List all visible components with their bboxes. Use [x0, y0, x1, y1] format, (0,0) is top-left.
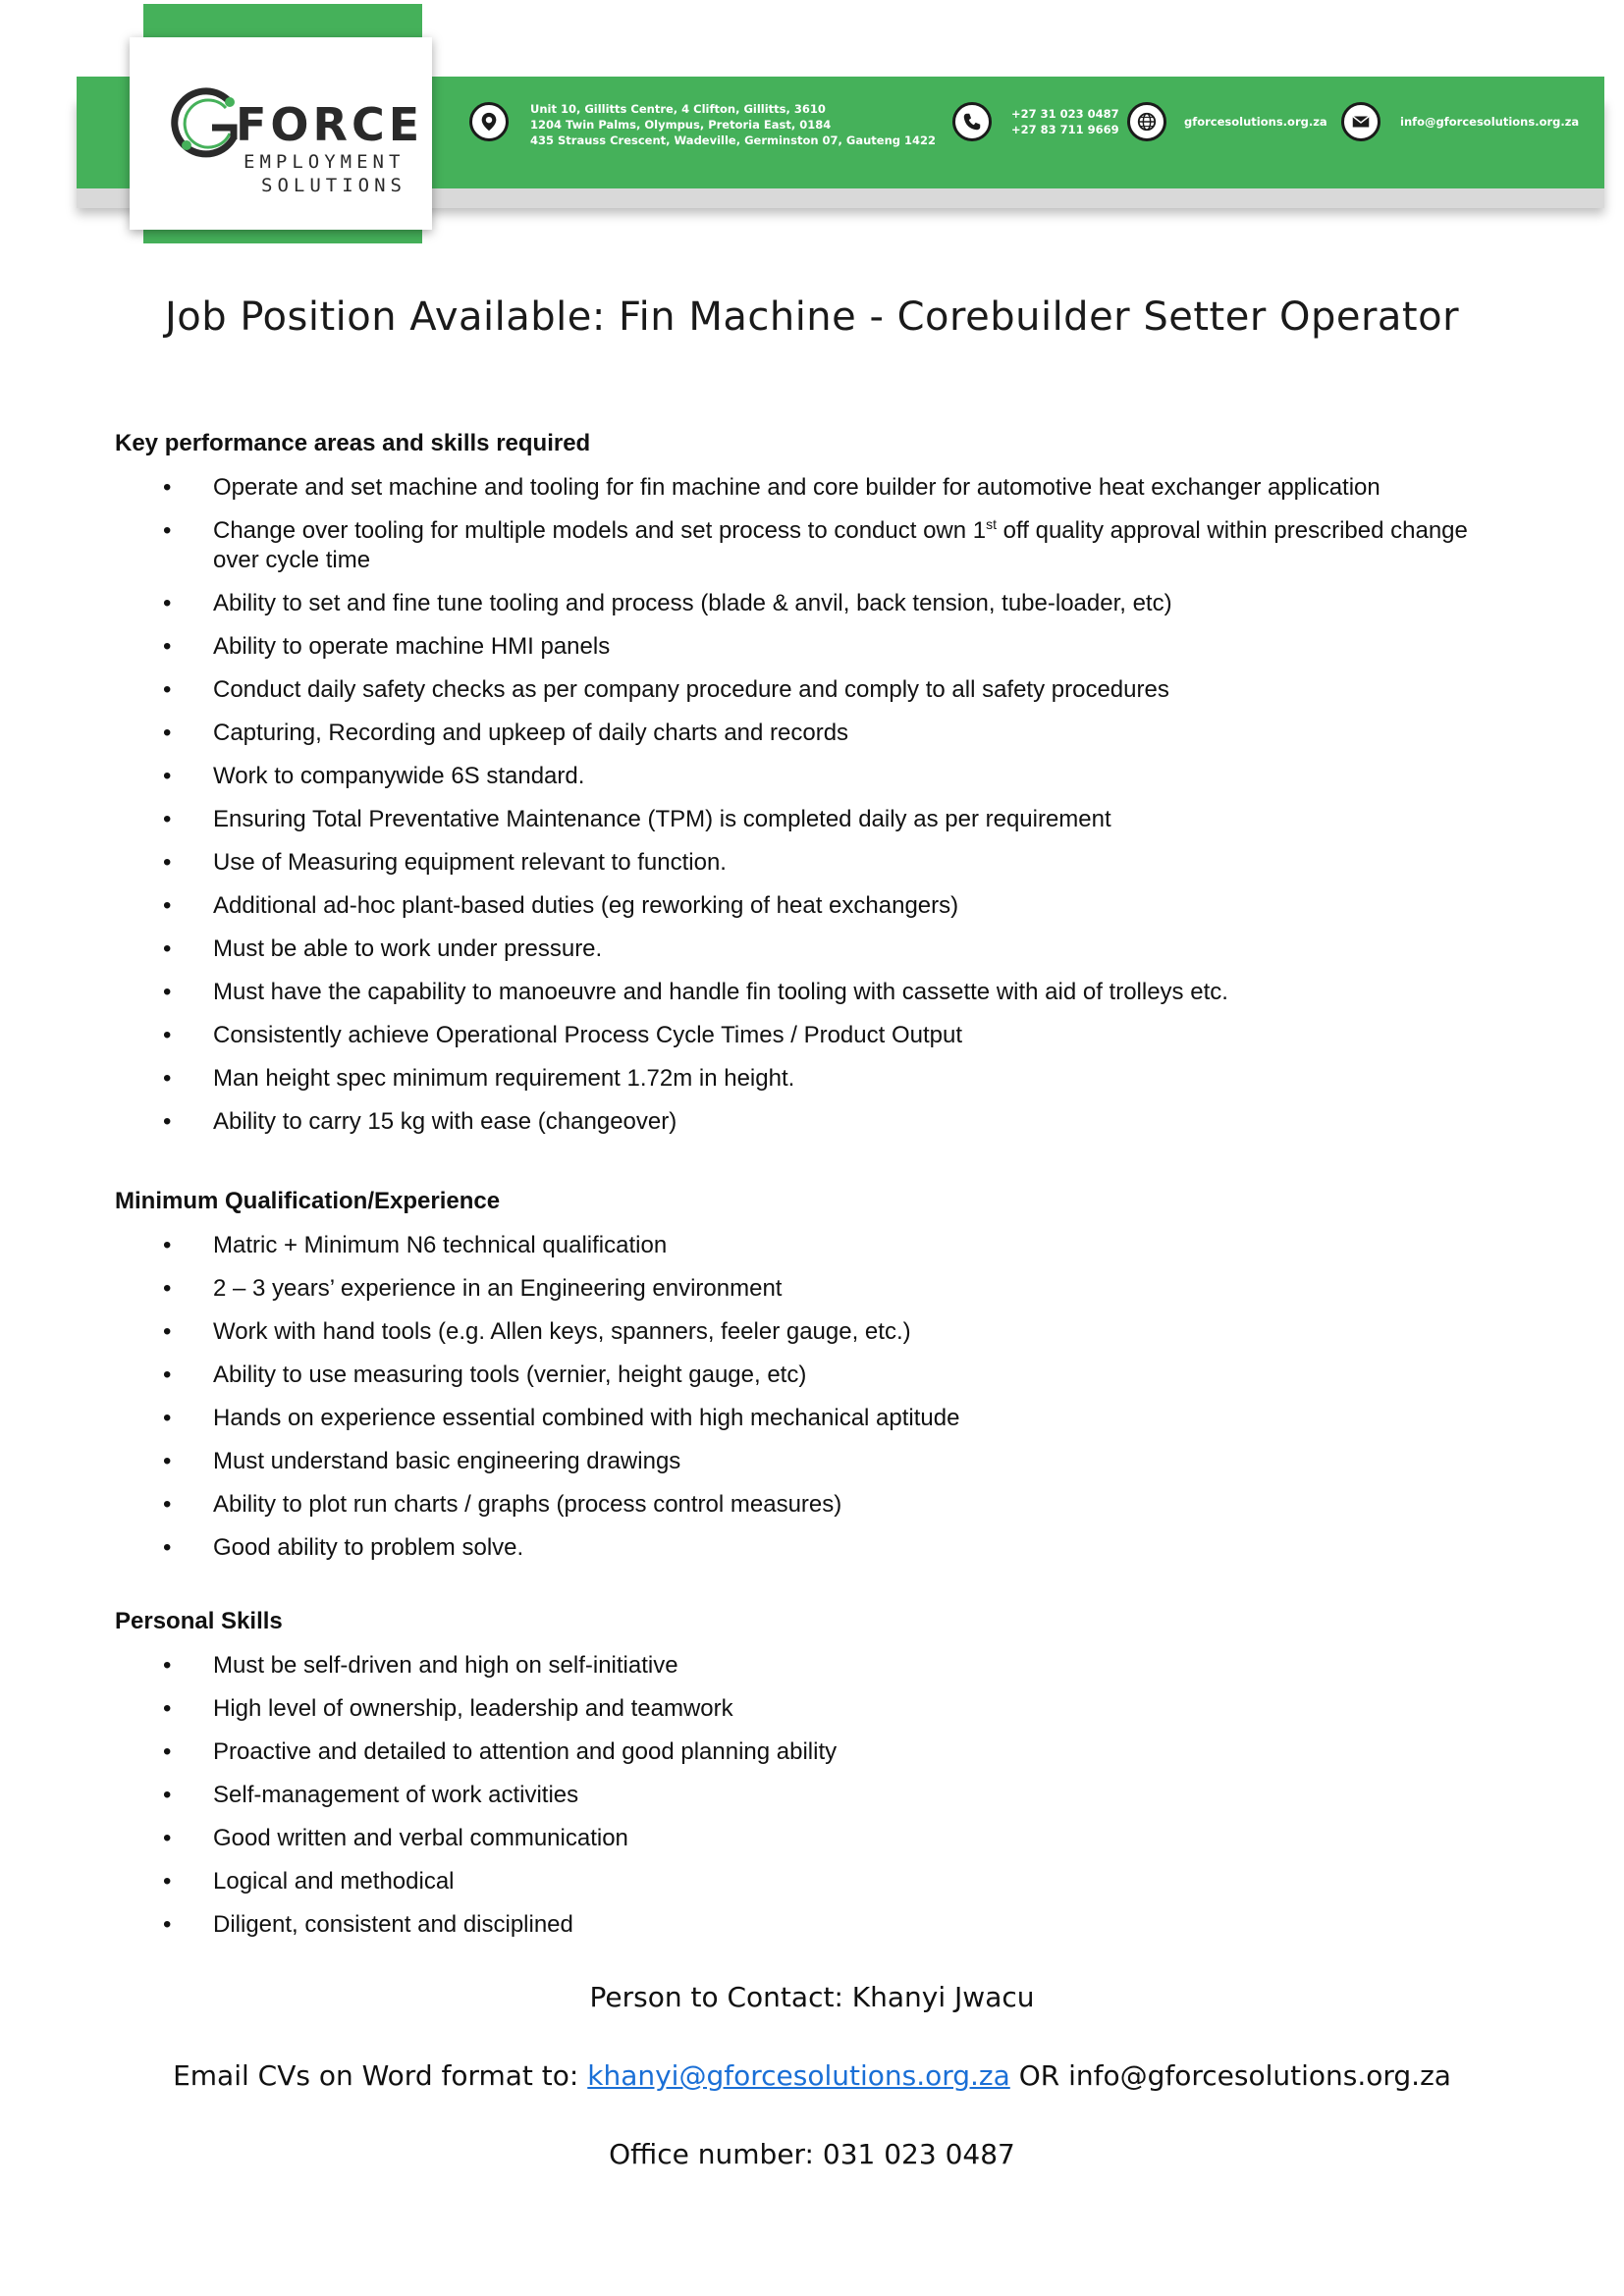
list-item: [0, 473, 1470, 503]
email-prefix: Email CVs on Word format to:: [173, 2059, 588, 2092]
bullet: •: [163, 979, 172, 1005]
list-item: [0, 1694, 1470, 1724]
list-item-text: Work with hand tools (e.g. Allen keys, spanners, feeler gauge, etc.): [213, 1318, 911, 1345]
kpa-list: [0, 473, 1470, 1150]
bullet: •: [163, 1362, 172, 1388]
list-item-text: Must have the capability to manoeuvre and handle fin tooling with cassette with aid of trolleys etc.: [213, 979, 1228, 1005]
list-item-text: Matric + Minimum N6 technical qualification: [213, 1232, 668, 1258]
list-item-text: Ensuring Total Preventative Maintenance (TPM) is completed daily as per requirement: [213, 806, 1111, 832]
list-item: [0, 1867, 1470, 1896]
envelope-icon: [1341, 102, 1380, 141]
list-item-text: Proactive and detailed to attention and good planning ability: [213, 1738, 838, 1765]
list-item: [0, 1361, 1470, 1390]
list-item-text: High level of ownership, leadership and teamwork: [213, 1695, 733, 1722]
logo-brand: FORCE: [236, 98, 424, 151]
list-item: [0, 978, 1470, 1007]
bullet: •: [163, 1108, 172, 1135]
list-item: [0, 805, 1470, 834]
list-item-text: Good written and verbal communication: [213, 1825, 628, 1851]
bullet: •: [163, 1695, 172, 1722]
list-item-text: Must understand basic engineering drawings: [213, 1448, 681, 1474]
contact-person: Person to Contact: Khanyi Jwacu: [589, 1981, 1035, 2013]
website-text: gforcesolutions.org.za: [1184, 115, 1327, 129]
list-item: [0, 934, 1470, 964]
bullet: •: [163, 1275, 172, 1302]
bullet: •: [163, 1232, 172, 1258]
bullet: •: [163, 1911, 172, 1938]
list-item: [0, 1317, 1470, 1347]
bullet: •: [163, 935, 172, 962]
list-item: [0, 589, 1470, 618]
list-item: [0, 1231, 1470, 1260]
bullet: •: [163, 1534, 172, 1561]
bullet: •: [163, 676, 172, 703]
list-item: [0, 1533, 1470, 1563]
list-item-text: Consistently achieve Operational Process Cycle Times / Product Output: [213, 1022, 963, 1048]
list-item-text: Man height spec minimum requirement 1.72m in height.: [213, 1065, 795, 1092]
address-line: Unit 10, Gillitts Centre, 4 Clifton, Gillitts, 3610: [530, 102, 826, 116]
bullet: •: [163, 1065, 172, 1092]
list-item-text: Work to companywide 6S standard.: [213, 763, 585, 789]
list-item: [0, 1824, 1470, 1853]
list-item-text: Operate and set machine and tooling for fin machine and core builder for automotive heat exchanger application: [213, 474, 1380, 501]
list-item-text: Capturing, Recording and upkeep of daily charts and records: [213, 720, 849, 746]
section-heading-qualification: Minimum Qualification/Experience: [115, 1188, 501, 1214]
page-title: Job Position Available: Fin Machine - Corebuilder Setter Operator: [164, 294, 1460, 340]
list-item-text: 2 – 3 years’ experience in an Engineering environment: [213, 1275, 783, 1302]
bullet: •: [163, 806, 172, 832]
phone-block: [1011, 106, 1119, 137]
list-item-text: Ability to carry 15 kg with ease (changeover): [213, 1108, 677, 1135]
bullet: •: [163, 1022, 172, 1048]
list-item-text: Must be able to work under pressure.: [213, 935, 603, 962]
list-item-text: Must be self-driven and high on self-initiative: [213, 1652, 678, 1679]
list-item: [0, 1274, 1470, 1304]
bullet: •: [163, 1868, 172, 1895]
logo-line-employment: EMPLOYMENT: [244, 151, 406, 173]
list-item-text: Use of Measuring equipment relevant to function.: [213, 849, 727, 876]
email-text: info@gforcesolutions.org.za: [1400, 115, 1580, 129]
logo: [130, 37, 432, 230]
qualification-list: [0, 1231, 1470, 1576]
list-item-text: Conduct daily safety checks as per company procedure and comply to all safety procedures: [213, 676, 1169, 703]
bullet: •: [163, 474, 172, 501]
list-item: [0, 516, 1470, 575]
list-item: [0, 1447, 1470, 1476]
list-item: [0, 1781, 1470, 1810]
address-block: [530, 101, 936, 148]
phone-number: +27 83 711 9669: [1011, 123, 1119, 136]
list-item-text: Ability to set and fine tune tooling and process (blade & anvil, back tension, tube-loader, etc): [213, 590, 1172, 616]
office-number: Office number: 031 023 0487: [609, 2138, 1015, 2170]
bullet: •: [163, 1652, 172, 1679]
bullet: •: [163, 1491, 172, 1518]
list-item: [0, 1910, 1470, 1940]
list-item-text: Logical and methodical: [213, 1868, 455, 1895]
location-pin-icon: [469, 102, 509, 141]
list-item: [0, 1651, 1470, 1681]
list-item: [0, 762, 1470, 791]
list-item-text-continued: off quality approval within prescribed change over cycle time: [213, 517, 1468, 573]
phone-icon: [952, 102, 992, 141]
list-item: [0, 1490, 1470, 1520]
list-item: [0, 1064, 1470, 1094]
bullet: •: [163, 1318, 172, 1345]
globe-icon: [1127, 102, 1166, 141]
logo-line-solutions: SOLUTIONS: [261, 175, 406, 196]
list-item: [0, 1021, 1470, 1050]
bullet: •: [163, 1448, 172, 1474]
list-item-text: Change over tooling for multiple models and set process to conduct own 1: [213, 517, 987, 544]
email-alternative: OR info@gforcesolutions.org.za: [1009, 2059, 1451, 2092]
list-item: [0, 848, 1470, 878]
list-item-text: Self-management of work activities: [213, 1782, 579, 1808]
list-item: [0, 1107, 1470, 1137]
bullet: •: [163, 1738, 172, 1765]
list-item-text: Diligent, consistent and disciplined: [213, 1911, 573, 1938]
bullet: •: [163, 849, 172, 876]
list-item-text: Ability to plot run charts / graphs (process control measures): [213, 1491, 842, 1518]
bullet: •: [163, 1405, 172, 1431]
list-item: [0, 891, 1470, 921]
bullet: •: [163, 720, 172, 746]
email-instructions: [0, 2059, 1624, 2092]
email-link[interactable]: khanyi@gforcesolutions.org.za: [587, 2059, 1010, 2092]
superscript: st: [986, 516, 998, 532]
personal-skills-list: [0, 1651, 1470, 1953]
list-item: [0, 632, 1470, 662]
bullet: •: [163, 763, 172, 789]
section-heading-kpa: Key performance areas and skills required: [115, 430, 591, 456]
list-item: [0, 1737, 1470, 1767]
list-item-text: Additional ad-hoc plant-based duties (eg reworking of heat exchangers): [213, 892, 959, 919]
bullet: •: [163, 1782, 172, 1808]
list-item: [0, 675, 1470, 705]
list-item-text: Ability to use measuring tools (vernier, height gauge, etc): [213, 1362, 807, 1388]
list-item-text: Good ability to problem solve.: [213, 1534, 524, 1561]
bullet: •: [163, 633, 172, 660]
list-item: [0, 719, 1470, 748]
phone-number: +27 31 023 0487: [1011, 107, 1119, 121]
list-item: [0, 1404, 1470, 1433]
bullet: •: [163, 1825, 172, 1851]
list-item-text: Ability to operate machine HMI panels: [213, 633, 611, 660]
address-line: 435 Strauss Crescent, Wadeville, Germinston 07, Gauteng 1422: [530, 133, 937, 147]
bullet: •: [163, 517, 172, 544]
bullet: •: [163, 892, 172, 919]
section-heading-personal-skills: Personal Skills: [115, 1608, 283, 1634]
address-line: 1204 Twin Palms, Olympus, Pretoria East, 0184: [530, 118, 832, 132]
bullet: •: [163, 590, 172, 616]
list-item-text: Hands on experience essential combined with high mechanical aptitude: [213, 1405, 960, 1431]
